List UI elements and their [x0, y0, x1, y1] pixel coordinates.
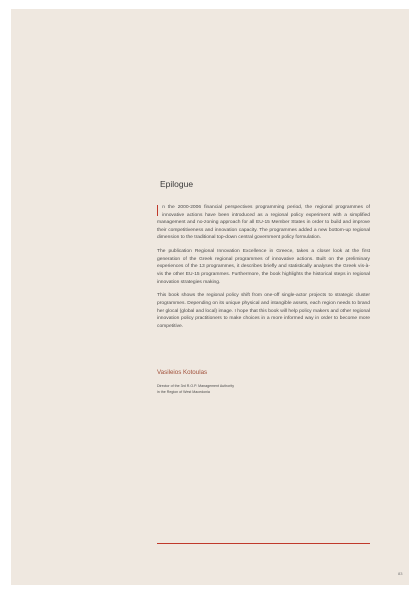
paragraph-1	[157, 204, 370, 242]
paragraph-3: This book shows the regional policy shift from one-off single-actor projects to strategic cluster programmes. Depending on its unique physical and intangible assets, each region needs to brand her glocal (global and local) image. I hope that this book will help policy makers and other regional innovation policy practitioners to make choices in a more informed way in order to become more competitive.	[157, 293, 370, 329]
footer-rule	[157, 543, 370, 544]
paragraph-1-text: n the 2000-2006 financial perspectives programming period, the regional programmes of innovative actions have been introduced as a regional policy experiment with a simplified management and no-zoning approach for all EU-15 Member States in order to build and improve their competitiveness and innovation capacity. The programmes added a new bottom-up regional dimension to the traditional top-down central government policy formulation.	[157, 205, 370, 241]
author-role-line-2: in the Region of West Macedonia	[157, 390, 210, 395]
page-number: 83	[398, 571, 403, 576]
epilogue-body	[157, 204, 370, 336]
author-role	[157, 383, 234, 395]
section-title: Epilogue	[160, 179, 194, 189]
paragraph-2: The publication Regional Innovation Excellence in Greece, takes a closer look at the first generation of the Greek regional programmes of innovative actions. Built on the preliminary experiences of the 13 programmes, it describes briefly and statistically analyses the Greek vis-à-vis the other EU-15 programmes. Furthermore, the book highlights the historical steps in regional innovation strategies making.	[157, 249, 370, 285]
drop-cap-bar	[157, 205, 158, 216]
author-name: Vasileios Kotoulas	[157, 369, 208, 376]
author-role-line-1: Director of the 3rd R.O.P. Management Authority	[157, 384, 235, 388]
